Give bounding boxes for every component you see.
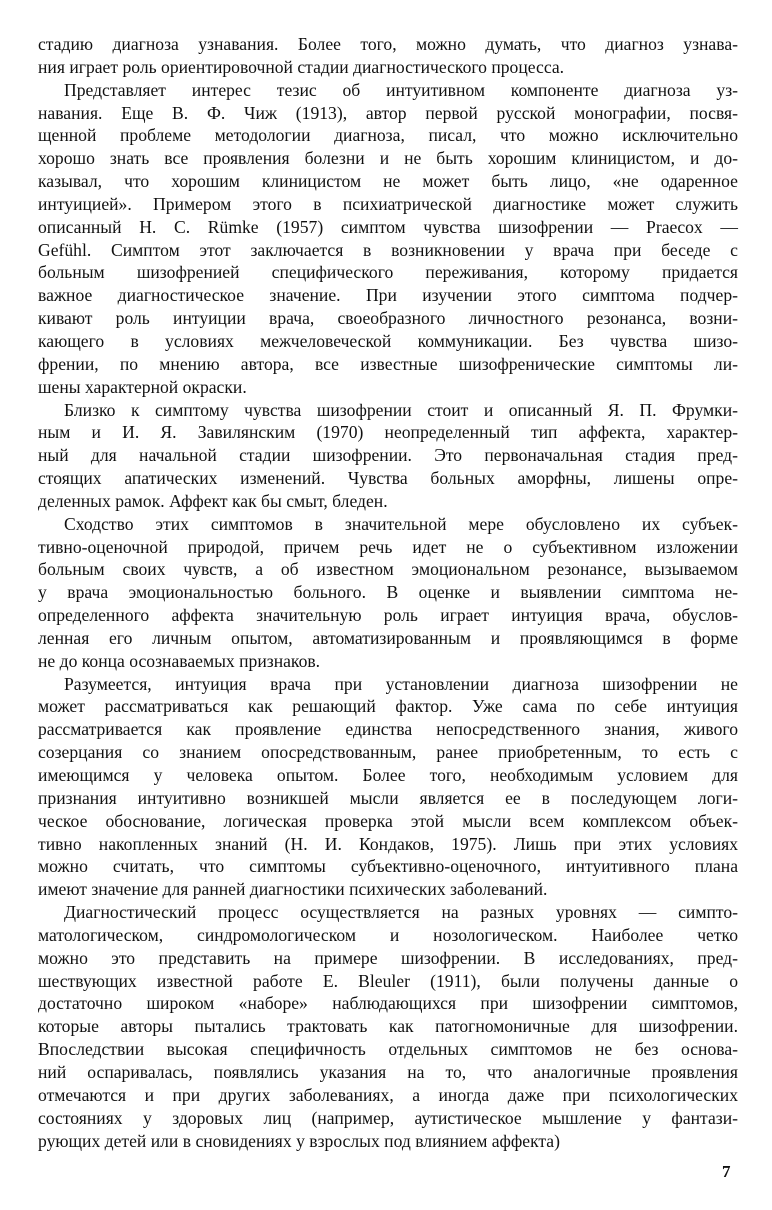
text-line: матологическом, синдромологическом и нозологическом. Наиболее четко bbox=[38, 924, 738, 945]
text-line: стоящих апатических изменений. Чувства больных аморфны, лишены опре- bbox=[38, 468, 738, 489]
text-line: ния играет роль ориентировочной стадии диагностического процесса. bbox=[38, 56, 565, 77]
text-line: навания. Еще В. Ф. Чиж (1913), автор первой русской монографии, посвя- bbox=[38, 102, 738, 123]
text-line: созерцания со знанием опосредствованным, ранее приобретенным, то есть с bbox=[38, 742, 738, 763]
text-line: признания интуитивно возникшей мысли является ее в последующем логи- bbox=[38, 787, 738, 808]
text-line: ческое обоснование, логическая проверка этой мысли всем комплексом объек- bbox=[38, 810, 738, 831]
text-line: кающего в условиях межчеловеческой коммуникации. Без чувства шизо- bbox=[38, 330, 738, 351]
text-line: Близко к симптому чувства шизофрении стоит и описанный Я. П. Фрумки- bbox=[64, 399, 738, 420]
text-line: тивно-оценочной природой, причем речь идет не о субъективном изложении bbox=[38, 536, 738, 557]
paragraph bbox=[38, 79, 738, 399]
text-line: Диагностический процесс осуществляется на разных уровнях — симпто- bbox=[64, 902, 738, 923]
text-line: достаточно широком «наборе» наблюдающихся при шизофрении симптомов, bbox=[38, 993, 738, 1014]
text-line: больным своих чувств, а об известном эмоциональном резонансе, вызываемом bbox=[38, 559, 738, 580]
text-line: Gefühl. Симптом этот заключается в возникновении у врача при беседе с bbox=[38, 239, 738, 260]
text-line: ленная его личным опытом, автоматизированным и проявляющимся в форме bbox=[38, 627, 738, 648]
text-line: которые авторы пытались трактовать как патогномоничные для шизофрении. bbox=[38, 1016, 738, 1037]
text-line: не до конца осознаваемых признаков. bbox=[38, 650, 321, 671]
text-line: рассматривается как проявление единства непосредственного знания, живого bbox=[38, 719, 738, 740]
text-line: Представляет интерес тезис об интуитивном компоненте диагноза уз- bbox=[64, 79, 738, 100]
text-line: интуицией». Примером этого в психиатрической диагностике может служить bbox=[38, 193, 738, 214]
text-line: рующих детей или в сновидениях у взрослых под влиянием аффекта) bbox=[38, 1130, 560, 1151]
text-line: Разумеется, интуиция врача при установлении диагноза шизофрении не bbox=[64, 673, 738, 694]
text-line: имеют значение для ранней диагностики психических заболеваний. bbox=[38, 879, 548, 900]
text-line: деленных рамок. Аффект как бы смыт, бледен. bbox=[38, 490, 388, 511]
paragraph bbox=[38, 513, 738, 673]
text-line: хорошо знать все проявления болезни и не быть хорошим клиницистом, и до- bbox=[38, 148, 738, 169]
paragraph bbox=[38, 33, 738, 79]
text-line: можно это представить на примере шизофрении. В исследованиях, пред- bbox=[38, 947, 738, 968]
text-line: имеющимся у человека опытом. Более того, необходимым условием для bbox=[38, 765, 738, 785]
text-line: состояниях у здоровых лиц (например, аутистическое мышление у фантази- bbox=[38, 1107, 738, 1128]
text-line: Сходство этих симптомов в значительной мере обусловлено их субъек- bbox=[64, 513, 738, 534]
text-line: ный для начальной стадии шизофрении. Это первоначальная стадия пред- bbox=[38, 445, 738, 466]
text-line: Впоследствии высокая специфичность отдельных симптомов не без основа- bbox=[38, 1039, 738, 1060]
paragraph bbox=[38, 399, 738, 513]
text-line: может рассматриваться как решающий фактор. Уже сама по себе интуиция bbox=[38, 696, 738, 717]
text-line: френии, по мнению автора, все известные шизофренические симптомы ли- bbox=[38, 353, 738, 374]
text-line: ний оспаривалась, появлялись указания на то, что аналогичные проявления bbox=[38, 1061, 738, 1082]
page-body bbox=[38, 33, 738, 1152]
text-line: тивно накопленных знаний (Н. И. Кондаков, 1975). Лишь при этих условиях bbox=[38, 833, 738, 854]
text-line: у врача эмоциональностью больного. В оценке и выявлении симптома не- bbox=[38, 582, 738, 603]
text-line: шены характерной окраски. bbox=[38, 376, 247, 397]
page-number: 7 bbox=[722, 1162, 731, 1181]
text-line: кивают роль интуиции врача, своеобразного личностного резонанса, возни- bbox=[38, 308, 738, 329]
text-line: шествующих известной работе E. Bleuler (1911), были получены данные о bbox=[38, 970, 738, 991]
paragraph bbox=[38, 901, 738, 1152]
text-line: больным шизофренией специфического переживания, которому придается bbox=[38, 262, 738, 283]
paragraph bbox=[38, 673, 738, 901]
text-line: определенного аффекта значительную роль играет интуиция врача, обуслов- bbox=[38, 605, 738, 626]
text-line: ным и И. Я. Завилянским (1970) неопределенный тип аффекта, характер- bbox=[38, 422, 738, 443]
text-line: стадию диагноза узнавания. Более того, можно думать, что диагноз узнава- bbox=[38, 34, 738, 54]
text-line: щенной проблеме методологии диагноза, писал, что можно исключительно bbox=[38, 125, 738, 146]
text-line: отмечаются и при других заболеваниях, а иногда даже при психологических bbox=[38, 1084, 738, 1105]
text-line: можно считать, что симптомы субъективно-оценочного, интуитивного плана bbox=[38, 856, 738, 877]
text-line: важное диагностическое значение. При изучении этого симптома подчер- bbox=[38, 285, 738, 306]
text-line: описанный H. C. Rümke (1957) симптом чувства шизофрении — Praecox — bbox=[38, 216, 738, 237]
text-line: казывал, что хорошим клиницистом не может быть лицо, «не одаренное bbox=[38, 171, 738, 192]
